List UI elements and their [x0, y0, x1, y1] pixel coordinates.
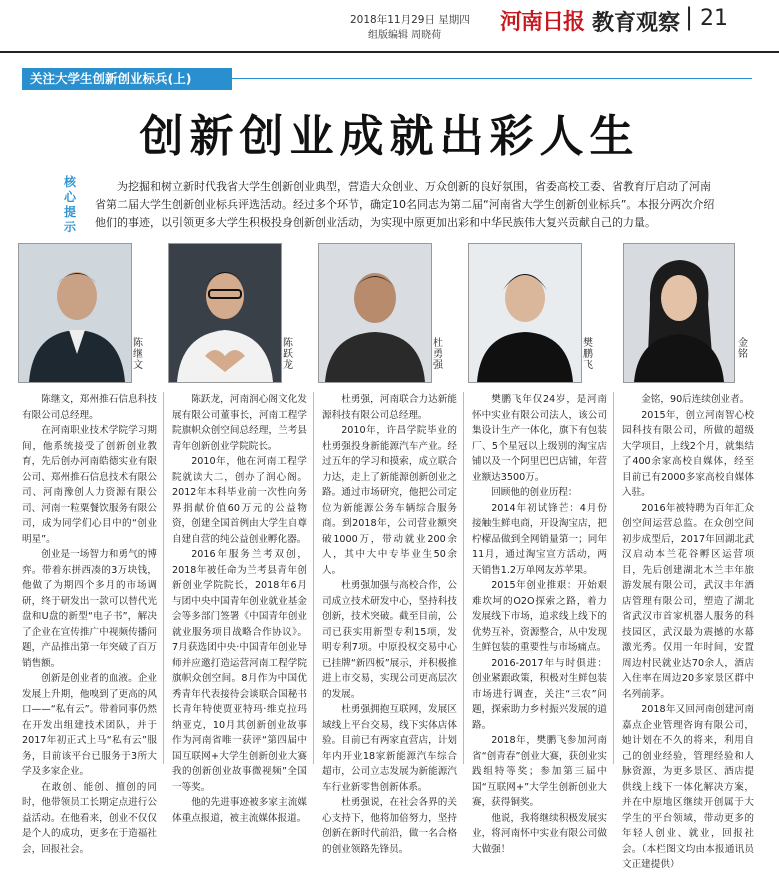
- paragraph: 杜勇强加强与高校合作，公司成立技术研发中心，坚持科技创新，技术突破。截至目前，公司已获实用新型专利15项，发明专利7项。中原投权交易中心已挂牌“新四板”展示，并积极推进上市交易，实现公司更高层次的发展。: [322, 580, 457, 700]
- paragraph: 樊鹏飞年仅24岁，是河南怀中实业有限公司法人，该公司集设计生产一体化，旗下有包装厂、5个星冠以上级别的淘宝店铺以及一个阿里巴巴店铺，年营业额达3500万。: [472, 394, 607, 483]
- core-tip-label: 核心提示: [64, 175, 77, 234]
- paragraph: 他说，我将继续积极发展实业，将河南怀中实业有限公司做大做强！: [472, 812, 607, 855]
- paragraph: 在河南职业技术学院学习期间，他系统接受了创新创业教育，先后创办河南皓德实业有限公司、郑州推石信息技术有限公司、河南豫创人力资源有限公司、河南一粒粟餐饮服务有限公司，成为同学们心目中的“创业明星”。: [22, 425, 157, 545]
- portrait-name: 樊鹏飞: [583, 338, 593, 371]
- paragraph: 杜勇强说，在社会各界的关心支持下，他将加倍努力，坚持创新在新时代前沿，做一名合格的创业领路先锋员。: [322, 797, 457, 855]
- column-divider: [313, 392, 314, 764]
- paragraph: 2010年，他在河南工程学院就读大二，创办了润心阁。2012年本科毕业前一次性向务界捐献价值60万元的公益物资，创建全国首例由大学生自尊自建自营的纯公益创业孵化器。: [172, 456, 307, 545]
- paragraph: 2016-2017年与时俱进：创业紧跟政策，积极对生鲜包装市场进行调查，关注“三农”问题，探索助力乡村振兴发展的道路。: [472, 657, 607, 731]
- paragraph: 2018年又回河南创建河南嘉点企业管理咨询有限公司，她计划在不久的将来，利用自己的创业经验，管理经验和人脉资源，为更多景区、酒店提供线上线下一体化解决方案，并在中原地区继续开创属于大学生的平台领域，带动更多的年轻人创业、就业，回报社会。（本栏图文均由本报通讯员文正建提供）: [622, 704, 754, 870]
- paragraph: 杜勇强拥抱互联网，发展区域线上平台交易，线下实体店体验。目前已有两家直营店，计划年内开业18家新能源汽车综合超市，公司立志发展为新能源汽车行业新零售创新体系。: [322, 704, 457, 793]
- column-divider: [163, 392, 164, 764]
- column-banner: [22, 68, 232, 90]
- profile-column: [622, 392, 754, 873]
- portrait-image: [319, 244, 431, 382]
- section-divider: |: [685, 3, 694, 31]
- portrait-name: 陈跃龙: [283, 338, 293, 371]
- headline: 创新创业成就出彩人生: [139, 111, 640, 162]
- column-divider: [463, 392, 464, 764]
- portrait-image: [624, 244, 734, 382]
- portrait-image: [169, 244, 281, 382]
- paragraph: 2016年服务兰考双创，2018年被任命为兰考县青年创新创业学院院长，2018年6月与团中央中国青年创业就业基金会等多部门签署《中国青年创业就业服务项目战略合作协议》。7月获选团中央·中国青年创业导师并应邀打造运营河南工程学院旗帜众创空间。8月作为中国优秀青年代表接待会谈联合国秘书长青年特使贾亚特玛·维克拉玛纳亚克，10月其创新创业故事作为河南省唯一获评“第四届中国互联网+大学生创新创业大赛我的创新创业故事微视频”全国一等奖。: [172, 549, 307, 793]
- portrait-photo: [623, 243, 735, 383]
- column-divider: [613, 392, 614, 764]
- portrait-name: 杜勇强: [433, 338, 443, 371]
- portrait-image: [19, 244, 131, 382]
- paragraph: 陈继文，郑州推石信息科技有限公司总经理。: [22, 394, 157, 421]
- portrait-photo: [318, 243, 432, 383]
- paragraph: 他的先进事迹被多家主流媒体重点报道，被主流媒体报道。: [172, 797, 307, 824]
- profile-column: [172, 392, 307, 826]
- paragraph: 2016年被特聘为百年汇众创空间运营总监。在众创空间初步成型后，2017年回湖北武汉启动本兰花谷孵区运营项目，先后创建湖北木兰丰年旅游发展有限公司，武汉丰年酒店管理有限公司，塑造了湖北省武汉市首家机器人服务的科技园区，武汉最为震撼的水幕激光秀。仅用一年时间，安置周边村民就业达70余人，酒店入住率在周边20多家景区群中名列前茅。: [622, 502, 754, 700]
- newspaper-logo: 河南日报: [500, 9, 585, 35]
- profile-column: [322, 392, 457, 857]
- issue-date: 2018年11月29日 星期四: [350, 14, 470, 26]
- column-banner-label: 关注大学生创新创业标兵(上): [30, 71, 192, 86]
- portrait-photo: [468, 243, 582, 383]
- paragraph: 金铭，90后连续创业者。: [641, 394, 750, 405]
- banner-rule: [232, 78, 752, 79]
- section-title: 教育观察: [592, 11, 681, 36]
- portrait-name: 金铭: [738, 338, 748, 360]
- masthead-rule: [0, 51, 779, 53]
- paragraph: 2015年创业推艰：开始艰难坎坷的O2O探索之路，着力发展线下市场，追求线上线下的优势互补，资源整合，从中发现生鲜包装的重要性与市场痛点。: [472, 580, 607, 653]
- page-number: 21: [700, 6, 728, 31]
- profile-column: [472, 392, 607, 857]
- paragraph: 陈跃龙，河南润心阁文化发展有限公司董事长，河南工程学院旗帜众创空间总经理，兰考县青年创新创业学院院长。: [172, 394, 307, 452]
- paragraph: 2018年，樊鹏飞参加河南省“创青春”创业大赛，获创业实践组特等奖；参加第三届中国“互联网+”大学生创新创业大赛，获得铜奖。: [472, 735, 607, 808]
- paragraph: 在敢创、能创、擅创的同时，他带领员工长期定点进行公益活动。在他看来，创业不仅仅是个人的成功，更多在于造福社会，回报社会。: [22, 781, 157, 855]
- portrait-name: 陈继文: [133, 338, 143, 371]
- paragraph: 2010年，许昌学院毕业的杜勇强投身新能源汽车产业。经过五年的学习和摸索，成立联合力达，走上了新能源创新创业之路。通过市场研究，他把公司定位为新能源公务车辆综合服务商。到2018年，公司营业额突破1000万，带动就业200余人，其中大中专毕业生50余人。: [322, 425, 457, 576]
- paragraph: 2015年，创立河南智心校园科技有限公司，所做的超级大学项目，上线2个月，就集结了400余家高校自媒体，经至目前已有2000多家高校自媒体入驻。: [622, 409, 754, 498]
- layout-editor: 组版编辑 周晓荷: [368, 30, 442, 41]
- portrait-photo: [168, 243, 282, 383]
- paragraph: 创业是一场智力和勇气的博弈。带着东拼西凑的3万块钱，他做了为期四个多月的市场调研，终于研发出一款可以替代光盘和U盘的新型“电子书”，解决了企业在宣传推广中视频传播问题，产品推出第一年突破了百万销售额。: [22, 549, 157, 669]
- portrait-image: [469, 244, 581, 382]
- lead-paragraph: 为挖掘和树立新时代我省大学生创新创业典型，营造大众创业、万众创新的良好氛围，省委高校工委、省教育厅启动了河南省第二届大学生创新创业标兵评选活动。经过多个环节，确定10名同志为第二届“河南省大学生创新创业标兵”。本报分两次介绍他们的事迹，以引领更多大学生积极投身创新创业活动，为实现中原更加出彩和中华民族伟大复兴贡献自己的力量。: [95, 180, 715, 229]
- paragraph: 2014年初试锋芒：4月份接触生鲜电商，开设淘宝店，把柠檬品做到全网销量第一；同年11月，通过淘宝宣方活动，两天销售1.2万单网友苏苹果。: [472, 502, 607, 576]
- portrait-photo: [18, 243, 132, 383]
- paragraph: 创新是创业者的血液。企业发展上升期，他嗅到了更高的风口——“私有云”。带着同事仍然在开发出组建技术团队，并于2017年初正式上马“私有云”服务，目前该平台已服务于3所大学及多家企业。: [22, 673, 157, 777]
- paragraph: 回顾他的创业历程：: [491, 487, 578, 498]
- profile-column: [22, 392, 157, 857]
- paragraph: 杜勇强，河南联合力达新能源科技有限公司总经理。: [322, 394, 457, 421]
